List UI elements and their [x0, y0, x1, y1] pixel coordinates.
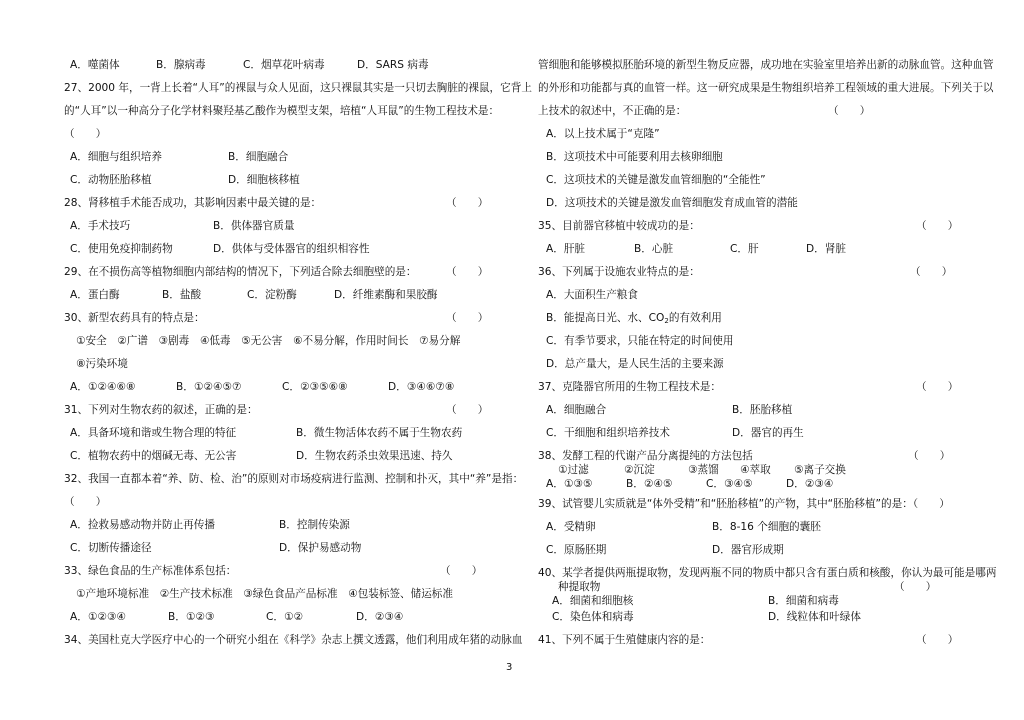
q31-option-d: D．生物农药杀虫效果迅速、持久 [296, 450, 453, 462]
q37-option-b: B．胚胎移植 [732, 404, 793, 416]
q27-answer-paren: （ ） [64, 128, 107, 140]
co2-subscript: 2 [664, 317, 669, 325]
q33-answer-paren: （ ） [440, 565, 483, 577]
q32-option-d: D．保护易感动物 [279, 542, 362, 554]
q34-stem-line4: 上技术的叙述中，不正确的是： [538, 105, 687, 117]
q28-option-c: C．使用免疫抑制药物 [70, 243, 173, 255]
q36-option-c: C．有季节要求，只能在特定的时间使用 [546, 335, 734, 347]
q39-option-c: C．原肠胚期 [546, 544, 607, 556]
q36-option-a: A．大面积生产粮食 [546, 289, 638, 301]
q33-option-d: D．②③④ [356, 611, 404, 623]
q32-option-b: B．控制传染源 [279, 519, 350, 531]
q31-option-c: C．植物农药中的烟碱无毒、无公害 [70, 450, 237, 462]
q31-answer-paren: （ ） [446, 404, 489, 416]
q34-answer-paren: （ ） [828, 105, 871, 117]
q41-stem: 41、下列不属于生殖健康内容的是： [538, 634, 711, 646]
q40-option-d: D．线粒体和叶绿体 [768, 611, 861, 623]
q34-stem-line3: 的外形和功能都与真的血管一样。这一研究成果是生物组织培养工程领域的重大进展。下列关于以 [538, 82, 994, 94]
q30-option-a: A．①②④⑥⑧ [70, 381, 136, 393]
q35-option-c: C．肝 [730, 243, 759, 255]
q26-option-b: B．腺病毒 [156, 59, 206, 71]
q27-option-a: A．细胞与组织培养 [70, 151, 162, 163]
q40-option-c: C．染色体和病毒 [552, 611, 634, 623]
q32-option-c: C．切断传播途径 [70, 542, 152, 554]
q30-option-c: C．②③⑤⑥⑧ [282, 381, 348, 393]
q40-stem-line1: 40、某学者提供两瓶提取物，发现两瓶不同的物质中都只含有蛋白质和核酸，你认为最可能是哪两 [538, 567, 997, 579]
q38-option-c: C．③④⑤ [706, 478, 753, 490]
page-number: 3 [506, 662, 513, 673]
q29-option-d: D．纤维素酶和果胶酶 [334, 289, 438, 301]
q30-option-b: B．①②④⑤⑦ [176, 381, 242, 393]
q29-option-c: C．淀粉酶 [247, 289, 297, 301]
q33-option-a: A．①②③④ [70, 611, 126, 623]
q26-option-d: D．SARS 病毒 [357, 59, 429, 71]
q30-items-line2: ⑧污染环境 [76, 358, 128, 370]
q26-option-a: A．噬菌体 [70, 59, 120, 71]
q27-option-d: D．细胞核移植 [228, 174, 300, 186]
q38-item-1: ①过滤 [558, 464, 589, 476]
q29-answer-paren: （ ） [446, 266, 489, 278]
q34-option-c: C．这项技术的关键是激发血管细胞的“全能性” [546, 174, 766, 186]
q27-option-b: B．细胞融合 [228, 151, 289, 163]
q34-option-d: D．这项技术的关键是激发血管细胞发育成血管的潜能 [546, 197, 798, 209]
q30-items-line1: ①安全 ②广谱 ③剧毒 ④低毒 ⑤无公害 ⑥不易分解，作用时间长 ⑦易分解 [76, 335, 461, 347]
q31-option-a: A．具备环境和谐或生物合理的特征 [70, 427, 237, 439]
q36-option-b-suffix: 的有效利用 [668, 312, 722, 324]
q38-item-4: ④萃取 [740, 464, 771, 476]
q34-stem-line1: 34、美国杜克大学医疗中心的一个研究小组在《科学》杂志上撰文透露，他们利用成年猪的动脉血 [64, 634, 523, 646]
q27-stem-line1: 27、2000 年，一背上长着“人耳”的裸鼠与众人见面，这只裸鼠其实是一只切去胸脏的裸鼠，它背上 [64, 82, 532, 94]
q28-option-a: A．手术技巧 [70, 220, 131, 232]
q32-answer-paren: （ ） [64, 496, 107, 508]
q35-stem: 35、目前器官移植中较成功的是： [538, 220, 700, 232]
q35-option-d: D．肾脏 [806, 243, 846, 255]
q28-option-d: D．供体与受体器官的组织相容性 [213, 243, 370, 255]
q31-option-b: B．微生物活体农药不属于生物农药 [296, 427, 463, 439]
q38-stem: 38、发酵工程的代谢产品分离提纯的方法包括 [538, 450, 753, 462]
q36-stem: 36、下列属于设施农业特点的是： [538, 266, 700, 278]
q36-option-b [546, 311, 722, 328]
q34-option-b: B．这项技术中可能要利用去核卵细胞 [546, 151, 723, 163]
q28-option-b: B．供体器官质量 [213, 220, 295, 232]
q39-stem: 39、试管婴儿实质就是“体外受精”和“胚胎移植”的产物，其中“胚胎移植”的是：（ ） [538, 498, 950, 510]
q34-stem-line2: 管细胞和能够模拟胚胎环境的新型生物反应器，成功地在实验室里培养出新的动脉血管。这种血管 [538, 59, 994, 71]
q29-option-b: B．盐酸 [162, 289, 202, 301]
q37-answer-paren: （ ） [916, 381, 959, 393]
q35-answer-paren: （ ） [916, 220, 959, 232]
q28-answer-paren: （ ） [446, 197, 489, 209]
q40-option-a: A．细菌和细胞核 [552, 595, 634, 607]
q30-option-d: D．③④⑥⑦⑧ [388, 381, 455, 393]
q38-option-d: D．②③④ [786, 478, 834, 490]
q33-items: ①产地环境标准 ②生产技术标准 ③绿色食品产品标准 ④包装标签、储运标准 [76, 588, 453, 600]
q33-stem: 33、绿色食品的生产标准体系包括： [64, 565, 237, 577]
q32-stem-line1: 32、我国一直都本着“养、防、检、治”的原则对市场疫病进行监测、控制和扑灭，其中“养”是指： [64, 473, 524, 485]
q36-answer-paren: （ ） [910, 266, 953, 278]
q36-option-b-text: B．能提高日光、水、CO [546, 312, 665, 324]
q37-option-c: C．干细胞和组织培养技术 [546, 427, 670, 439]
q30-answer-paren: （ ） [446, 312, 489, 324]
q40-option-b: B．细菌和病毒 [768, 595, 839, 607]
q28-stem: 28、肾移植手术能否成功，其影响因素中最关键的是： [64, 197, 322, 209]
q26-option-c: C．烟草花叶病毒 [243, 59, 325, 71]
q38-option-a: A．①③⑤ [546, 478, 593, 490]
q34-option-a: A．以上技术属于“克隆” [546, 128, 660, 140]
q38-answer-paren: （ ） [908, 450, 951, 462]
q40-stem-line2: 种提取物 [558, 581, 601, 593]
q38-item-3: ③蒸馏 [688, 464, 719, 476]
q40-answer-paren: （ ） [894, 581, 937, 593]
q37-option-a: A．细胞融合 [546, 404, 607, 416]
q39-option-d: D．器官形成期 [712, 544, 784, 556]
q37-option-d: D．器官的再生 [732, 427, 804, 439]
q39-option-a: A．受精卵 [546, 521, 596, 533]
q29-stem: 29、在不损伤高等植物细胞内部结构的情况下，下列适合除去细胞壁的是： [64, 266, 417, 278]
q31-stem: 31、下列对生物农药的叙述，正确的是： [64, 404, 258, 416]
q27-option-c: C．动物胚胎移植 [70, 174, 152, 186]
q38-option-b: B．②④⑤ [626, 478, 673, 490]
q27-stem-line2: 的“人耳”以一种高分子化学材料聚羟基乙酸作为模型支架，培植“人耳鼠”的生物工程技术是： [64, 105, 500, 117]
q32-option-a: A．捡救易感动物并防止再传播 [70, 519, 215, 531]
q35-option-b: B．心脏 [634, 243, 674, 255]
q30-stem: 30、新型农药具有的特点是： [64, 312, 205, 324]
q38-item-2: ②沉淀 [624, 464, 655, 476]
q29-option-a: A．蛋白酶 [70, 289, 120, 301]
q38-item-5: ⑤离子交换 [794, 464, 846, 476]
q33-option-b: B．①②③ [168, 611, 215, 623]
q37-stem: 37、克隆器官所用的生物工程技术是： [538, 381, 721, 393]
q33-option-c: C．①② [266, 611, 303, 623]
q35-option-a: A．肝脏 [546, 243, 586, 255]
q36-option-d: D．总产量大，是人民生活的主要来源 [546, 358, 724, 370]
q41-answer-paren: （ ） [916, 634, 959, 646]
q39-option-b: B．8-16 个细胞的囊胚 [712, 521, 821, 533]
